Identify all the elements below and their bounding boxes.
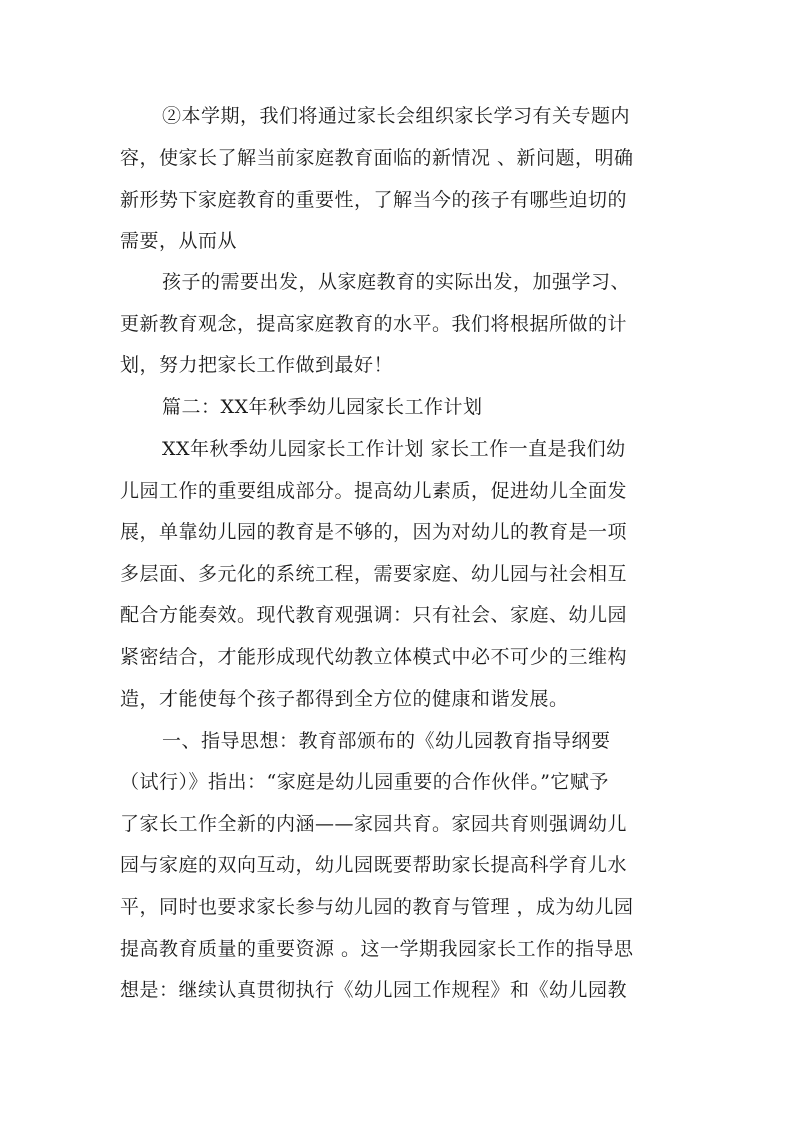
paragraph-line-15: 造，才能使每个孩子都得到全方位的健康和谐发展。 xyxy=(120,688,569,710)
paragraph-line-5: 孩子的需要出发，从家庭教育的实际出发，加强学习、 xyxy=(162,271,631,293)
paragraph-line-1: ②本学期，我们将通过家长会组织家长学习有关专题内 xyxy=(162,105,631,127)
paragraph-line-2: 容，使家长了解当前家庭教育面临的新情况 、新问题，明确 xyxy=(120,147,634,169)
paragraph-line-19: 园与家庭的双向互动，幼儿园既要帮助家长提高科学育儿水 xyxy=(120,854,628,876)
paragraph-line-4: 需要，从而从 xyxy=(120,230,238,252)
paragraph-line-6: 更新教育观念，提高家庭教育的水平。我们将根据所做的计 xyxy=(120,313,628,335)
paragraph-line-16: 一、指导思想：教育部颁布的《幼儿园教育指导纲要 xyxy=(162,730,611,752)
paragraph-line-3: 新形势下家庭教育的重要性，了解当今的孩子有哪些迫切的 xyxy=(120,189,628,211)
paragraph-line-11: 展，单靠幼儿园的教育是不够的，因为对幼儿的教育是一项 xyxy=(120,521,628,543)
section-heading: 篇二：XX年秋季幼儿园家长工作计划 xyxy=(162,396,483,418)
paragraph-line-14: 紧密结合，才能形成现代幼教立体模式中必不可少的三维构 xyxy=(120,646,628,668)
paragraph-line-20: 平，同时也要求家长参与幼儿园的教育与管理 ，成为幼儿园 xyxy=(120,896,634,918)
paragraph-line-7: 划，努力把家长工作做到最好！ xyxy=(120,354,394,376)
paragraph-line-17: （试行）》指出：“家庭是幼儿园重要的合作伙伴。”它赋予 xyxy=(120,771,609,793)
paragraph-line-12: 多层面、多元化的系统工程，需要家庭、幼儿园与社会相互 xyxy=(120,563,628,585)
paragraph-line-9: XX年秋季幼儿园家长工作计划 家长工作一直是我们幼 xyxy=(162,438,626,460)
paragraph-line-18: 了家长工作全新的内涵——家园共育。家园共育则强调幼儿 xyxy=(120,813,628,835)
paragraph-line-13: 配合方能奏效。现代教育观强调：只有社会、家庭、幼儿园 xyxy=(120,604,628,626)
paragraph-line-21: 提高教育质量的重要资源 。这一学期我园家长工作的指导思 xyxy=(120,938,634,960)
paragraph-line-10: 儿园工作的重要组成部分。提高幼儿素质，促进幼儿全面发 xyxy=(120,480,628,502)
paragraph-line-22: 想是：继续认真贯彻执行《幼儿园工作规程》和《幼儿园教 xyxy=(120,979,628,1001)
